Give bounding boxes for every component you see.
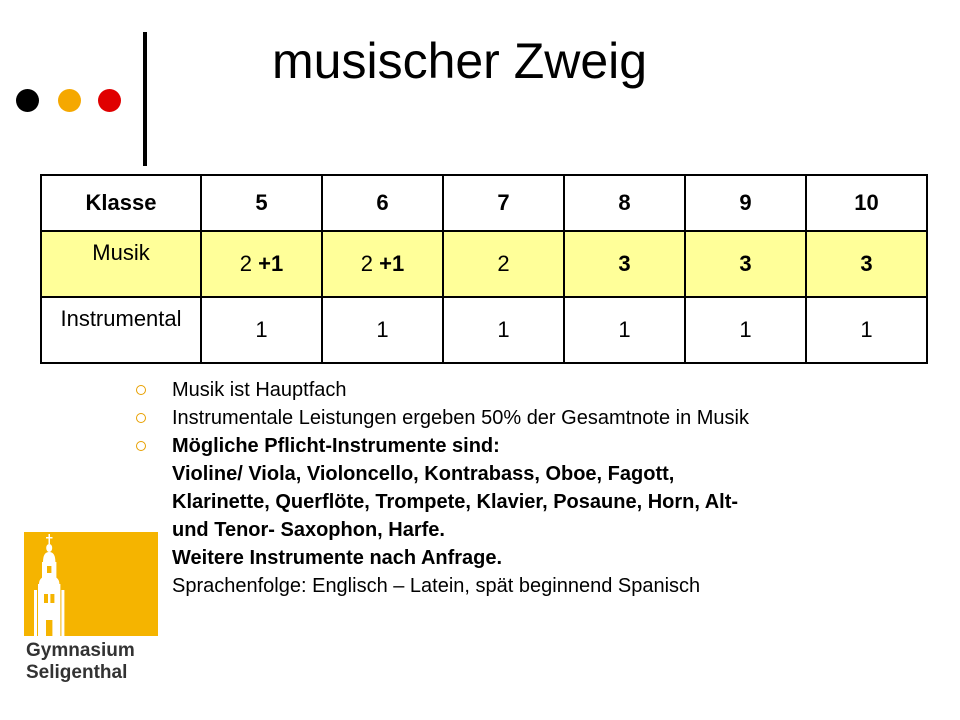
header-cell: 7 bbox=[443, 175, 564, 231]
logo-background bbox=[24, 532, 158, 636]
church-tower-icon bbox=[24, 532, 158, 636]
orange-dot-icon bbox=[58, 89, 81, 112]
vertical-divider bbox=[143, 32, 147, 166]
instruments-line: Weitere Instrumente nach Anfrage. bbox=[172, 547, 503, 569]
table-cell: 3 bbox=[685, 231, 806, 297]
instruments-line: Violine/ Viola, Violoncello, Kontrabass, Oboe, Fagott, bbox=[172, 463, 675, 485]
table-header-row bbox=[41, 175, 927, 231]
red-dot-icon bbox=[98, 89, 121, 112]
table-cell: 2 bbox=[443, 231, 564, 297]
header-cell: 10 bbox=[806, 175, 927, 231]
list-item: Instrumentale Leistungen ergeben 50% der Gesamtnote in Musik bbox=[134, 404, 954, 432]
schedule-table bbox=[40, 174, 928, 364]
header-cell: 6 bbox=[322, 175, 443, 231]
header-cell: Klasse bbox=[41, 175, 201, 231]
table-cell: 2 +1 bbox=[322, 231, 443, 297]
instruments-line: und Tenor- Saxophon, Harfe. bbox=[172, 519, 445, 541]
list-item bbox=[134, 432, 954, 572]
page-title: musischer Zweig bbox=[272, 33, 648, 89]
table-cell: 1 bbox=[564, 297, 685, 363]
list-item: Musik ist Hauptfach bbox=[134, 376, 954, 404]
row-label-musik: Musik bbox=[41, 231, 201, 297]
table-cell: 3 bbox=[564, 231, 685, 297]
table-row bbox=[41, 231, 927, 297]
logo-text-gymnasium: Gymnasium bbox=[26, 640, 135, 661]
header-cell: 5 bbox=[201, 175, 322, 231]
list-item: Sprachenfolge: Englisch – Latein, spät beginnend Spanisch bbox=[134, 572, 954, 600]
table-cell: 1 bbox=[201, 297, 322, 363]
table-cell: 2 +1 bbox=[201, 231, 322, 297]
school-logo bbox=[24, 532, 158, 690]
black-dot-icon bbox=[16, 89, 39, 112]
header-cell: 8 bbox=[564, 175, 685, 231]
table-cell: 1 bbox=[443, 297, 564, 363]
table-cell: 1 bbox=[685, 297, 806, 363]
table-row bbox=[41, 297, 927, 363]
row-label-instrumental: Instrumental bbox=[41, 297, 201, 363]
bullet-list bbox=[134, 376, 954, 600]
instruments-line: Klarinette, Querflöte, Trompete, Klavier, Posaune, Horn, Alt- bbox=[172, 491, 739, 513]
instruments-heading: Mögliche Pflicht-Instrumente sind: bbox=[172, 435, 500, 457]
table-cell: 1 bbox=[322, 297, 443, 363]
header-cell: 9 bbox=[685, 175, 806, 231]
table-cell: 1 bbox=[806, 297, 927, 363]
table-cell: 3 bbox=[806, 231, 927, 297]
logo-text-seligenthal: Seligenthal bbox=[26, 662, 128, 683]
